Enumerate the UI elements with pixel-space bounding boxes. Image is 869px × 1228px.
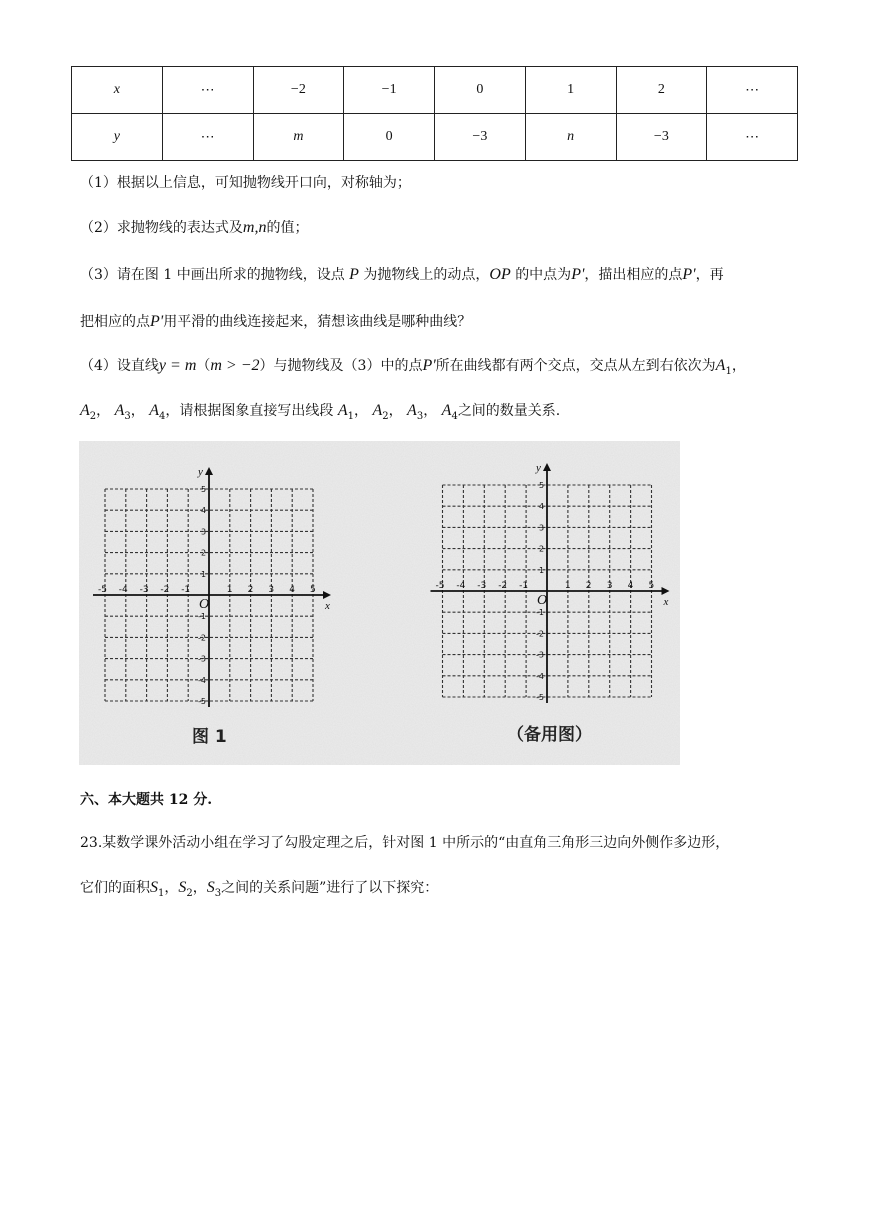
question-23-line1: 23.某数学课外活动小组在学习了勾股定理之后，针对图 1 中所示的“由直角三角形三边向外侧作多边形， — [80, 835, 730, 851]
q2-vars: m,n — [242, 219, 267, 236]
table-cell: 0 — [344, 114, 435, 161]
subscript: 2 — [89, 410, 97, 422]
grid-figure-svg — [79, 441, 680, 765]
var-s: S — [178, 879, 187, 896]
x-tick-label: -1 — [519, 581, 529, 591]
q3-text: ，再 — [695, 267, 724, 283]
sep: ， — [96, 403, 111, 419]
y-tick-label: -1 — [536, 608, 544, 618]
y-tick-label: -3 — [536, 650, 544, 660]
q23-text: 它们的面积 — [80, 880, 150, 896]
y-tick-label: -3 — [198, 654, 206, 664]
sep: ， — [130, 403, 145, 419]
question-3-line1 — [80, 266, 724, 284]
q3-text: 为抛物线上的动点， — [363, 267, 490, 283]
var-a: A — [80, 402, 90, 419]
sep: ， — [353, 403, 368, 419]
q23-text: 之间的关系问题”进行了以下探究： — [221, 880, 439, 896]
x-tick-label: -3 — [139, 585, 149, 595]
y-tick-label: 4 — [201, 506, 207, 516]
q3-text: 用平滑的曲线连接起来，猜想该曲线是哪种曲线？ — [163, 314, 472, 330]
table-row-x — [72, 67, 798, 114]
y-axis-label: y — [536, 462, 541, 474]
table-cell: n — [525, 114, 616, 161]
subscript: 4 — [451, 410, 458, 422]
y-tick-label: 5 — [201, 485, 207, 494]
var-p: P — [349, 266, 359, 283]
subscript: 2 — [382, 410, 389, 422]
var-a: A — [715, 357, 726, 374]
table-header-x: x — [72, 67, 163, 114]
y-tick-label: -4 — [536, 671, 544, 681]
sep: ， — [192, 880, 207, 896]
x-tick-label: 5 — [648, 581, 655, 591]
backup-figure-caption: （备用图） — [507, 725, 592, 745]
q4-equation: y = m — [158, 357, 197, 374]
q3-text: ，描出相应的点 — [584, 267, 683, 283]
table-cell: ⋯ — [162, 67, 253, 114]
q4-text: 之间的数量关系. — [457, 403, 561, 419]
origin-label: O — [537, 593, 548, 608]
y-tick-label: 4 — [539, 502, 545, 512]
q4-text: （ — [196, 358, 211, 374]
x-tick-label: 1 — [564, 581, 571, 591]
table-cell: m — [253, 114, 344, 161]
x-tick-label: -1 — [181, 585, 191, 595]
subscript: 1 — [347, 410, 354, 422]
table-header-y: y — [72, 114, 163, 161]
sep: ， — [388, 403, 403, 419]
subscript: 3 — [214, 887, 222, 899]
question-1: （1）根据以上信息，可知抛物线开口向，对称轴为； — [80, 175, 411, 191]
table-cell: ⋯ — [162, 114, 253, 161]
var-p-prime: P' — [682, 266, 696, 283]
q3-text: 把相应的点 — [80, 314, 150, 330]
x-tick-label: 4 — [627, 581, 634, 591]
x-tick-label: -5 — [98, 585, 107, 595]
origin-label: O — [199, 597, 210, 612]
y-tick-label: 2 — [539, 544, 545, 554]
section-six-heading: 六、本大题共 12 分. — [80, 792, 213, 808]
var-a: A — [407, 402, 417, 419]
table-cell: 2 — [616, 67, 707, 114]
var-a: A — [149, 402, 159, 419]
x-tick-label: 2 — [585, 581, 592, 591]
scan-noise — [79, 441, 680, 765]
table-cell: ⋯ — [707, 67, 798, 114]
var-s: S — [206, 879, 215, 896]
subscript: 3 — [124, 410, 131, 422]
x-tick-label: 4 — [289, 585, 295, 595]
question-4-line2 — [80, 402, 560, 426]
x-tick-label: 5 — [310, 585, 316, 595]
y-tick-label: 1 — [539, 565, 545, 575]
q4-condition: m > −2 — [210, 357, 260, 374]
subscript: 2 — [186, 887, 193, 899]
y-tick-label: -2 — [198, 633, 206, 643]
x-tick-label: -4 — [118, 585, 128, 595]
var-s: S — [150, 879, 158, 896]
x-tick-label: 3 — [606, 581, 613, 591]
y-tick-label: -2 — [536, 629, 544, 639]
y-tick-label: 3 — [201, 527, 207, 537]
table-row-y — [72, 114, 798, 161]
subscript: 4 — [159, 410, 166, 422]
q3-text: （3）请在图 1 中画出所求的抛物线，设点 — [80, 267, 345, 283]
y-tick-label: -5 — [536, 693, 544, 702]
x-tick-label: -2 — [498, 581, 508, 591]
x-tick-label: -3 — [477, 581, 487, 591]
table-cell: −1 — [344, 67, 435, 114]
sep: ， — [164, 880, 179, 896]
figure-1-caption: 图 1 — [192, 727, 227, 747]
var-a: A — [372, 402, 383, 419]
q4-text: ，请根据图象直接写出线段 — [165, 403, 334, 419]
question-23-line2 — [80, 879, 438, 903]
var-a: A — [114, 402, 125, 419]
table-cell: ⋯ — [707, 114, 798, 161]
x-tick-label: 2 — [247, 585, 254, 595]
x-tick-label: -2 — [160, 585, 170, 595]
x-tick-label: -5 — [435, 581, 445, 591]
subscript: 1 — [725, 365, 732, 377]
question-4-line1: （4）设直线y = m（m > −2）与抛物线及（3）中的点P'所在曲线都有两个交点，交点从左到右依次为$A_1$， — [80, 357, 746, 377]
var-p-prime: P' — [150, 313, 164, 330]
var-op: OP — [489, 266, 511, 283]
q3-text: 的中点为 — [515, 267, 572, 283]
var-p-prime: P' — [571, 266, 585, 283]
q2-text-end: 的值； — [266, 220, 309, 236]
subscript: 3 — [416, 410, 424, 422]
x-tick-label: 3 — [268, 585, 275, 595]
q2-text: （2）求抛物线的表达式及 — [80, 220, 243, 236]
x-tick-label: -4 — [456, 581, 466, 591]
y-tick-label: -5 — [198, 697, 206, 706]
table-cell: 0 — [435, 67, 526, 114]
coordinate-grids-figure — [79, 441, 680, 765]
var-a: A — [441, 402, 452, 419]
table-cell: 1 — [525, 67, 616, 114]
y-tick-label: 3 — [539, 523, 545, 533]
table-cell: −3 — [435, 114, 526, 161]
x-tick-label: 1 — [226, 585, 233, 595]
q4-text: ）与抛物线及（3）中的点 — [259, 358, 423, 374]
value-table — [71, 66, 798, 161]
q4-text: 所在曲线都有两个交点，交点从左到右依次为 — [435, 358, 716, 374]
x-axis-label: x — [325, 600, 330, 612]
question-3-line2 — [80, 313, 471, 331]
table-cell: −3 — [616, 114, 707, 161]
y-tick-label: -1 — [198, 612, 206, 622]
y-tick-label: 5 — [539, 481, 545, 490]
y-axis-label: y — [198, 466, 203, 478]
x-axis-label: x — [663, 596, 669, 608]
y-tick-label: 2 — [201, 548, 207, 558]
sep: ， — [423, 403, 438, 419]
question-2 — [80, 219, 308, 237]
subscript: 1 — [158, 887, 165, 899]
q4-text: （4）设直线 — [80, 358, 159, 374]
var-p-prime: P' — [422, 357, 436, 374]
y-tick-label: 1 — [201, 569, 207, 579]
var-a: A — [337, 402, 348, 419]
table-cell: −2 — [253, 67, 344, 114]
y-tick-label: -4 — [198, 675, 206, 685]
